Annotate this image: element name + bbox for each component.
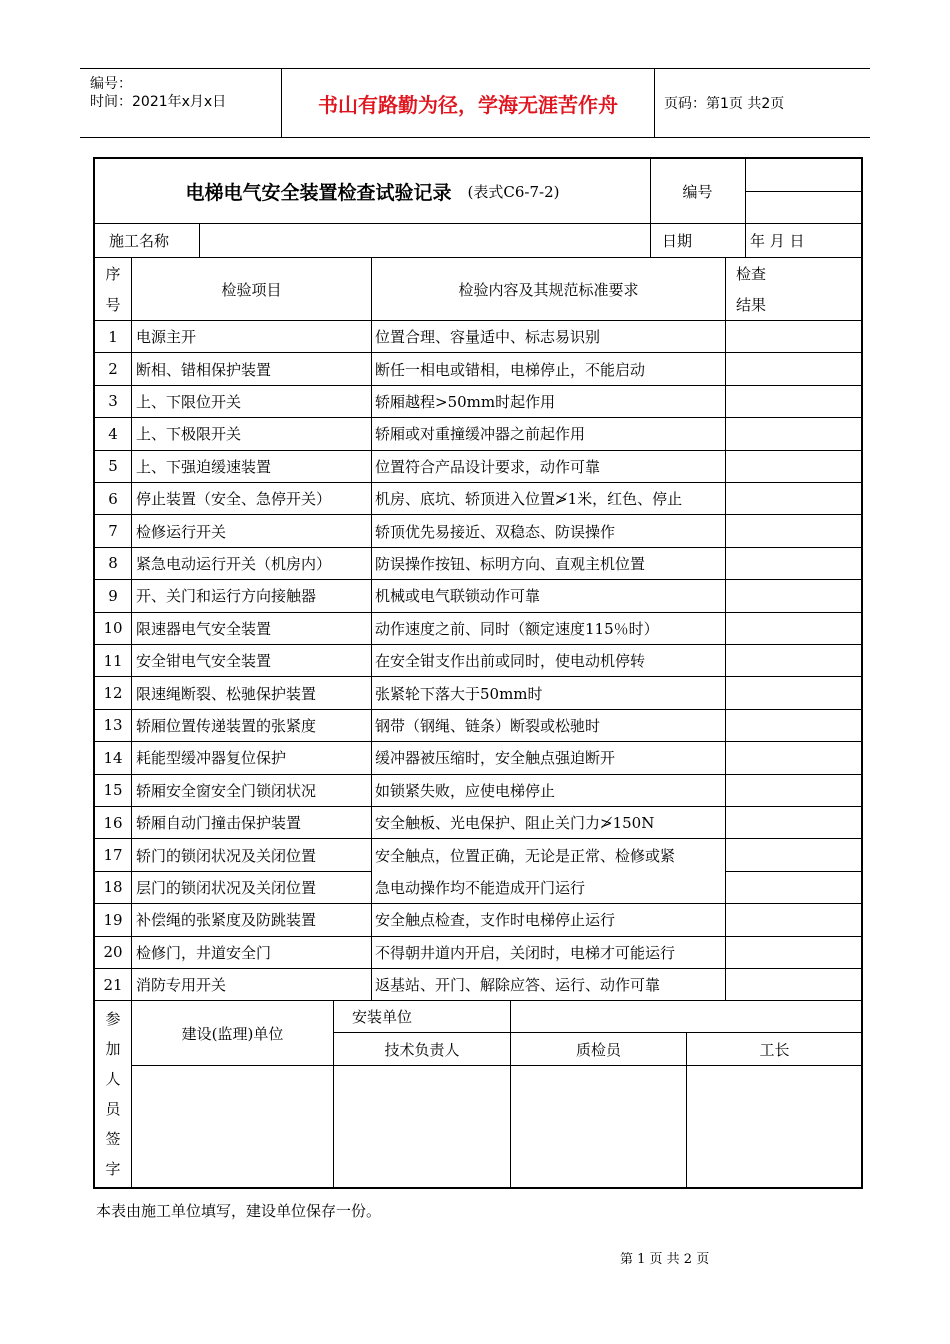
row-content: 返基站、开门、解除应答、运行、动作可靠 (375, 976, 661, 995)
row-result-field[interactable] (726, 548, 862, 579)
row-result-field[interactable] (726, 839, 862, 870)
row-number: 18 (103, 878, 123, 897)
date-label: 日期 (662, 232, 693, 250)
project-name-field[interactable] (200, 224, 650, 257)
row-content: 位置符合产品设计要求，动作可靠 (375, 457, 601, 476)
col-seq-char: 序 (105, 265, 121, 283)
row-result-field[interactable] (726, 321, 862, 352)
col-content-header: 检验内容及其规范标准要求 (458, 280, 639, 299)
row-content: 钢带（钢绳、链条）断裂或松驰时 (375, 716, 601, 735)
row-item: 层门的锁闭状况及关闭位置 (136, 878, 317, 897)
row-result-field[interactable] (726, 645, 862, 676)
row-result-field[interactable] (726, 807, 862, 838)
sign-label-char: 参 (105, 1010, 121, 1029)
row-number: 5 (108, 457, 118, 476)
col-result-header (726, 258, 872, 320)
row-number: 11 (103, 651, 123, 670)
row-number: 20 (103, 943, 123, 962)
row-item: 上、下强迫缓速装置 (136, 457, 272, 476)
row-result-field[interactable] (726, 613, 862, 644)
row-content: 位置合理、容量适中、标志易识别 (375, 328, 601, 347)
header-page-info: 页码：第1页 共2页 (664, 96, 785, 112)
row-number: 3 (108, 392, 118, 411)
row-number: 19 (103, 910, 123, 929)
row-item: 断相、错相保护装置 (136, 360, 272, 379)
project-name-label: 施工名称 (109, 232, 170, 250)
row-result-field[interactable] (726, 418, 862, 449)
row-content: 机房、底坑、轿顶进入位置≯1米，红色、停止 (375, 490, 683, 509)
row-result-field[interactable] (726, 386, 862, 417)
header-motto: 书山有路勤为径，学海无涯苦作舟 (282, 69, 655, 137)
row-content: 缓冲器被压缩时，安全触点强迫断开 (375, 749, 616, 768)
row-number: 14 (103, 748, 123, 767)
row-item: 限速绳断裂、松驰保护装置 (136, 684, 317, 703)
qc-label: 质检员 (575, 1040, 621, 1059)
row-number: 9 (108, 586, 118, 605)
row-item: 紧急电动运行开关（机房内） (136, 554, 332, 573)
row-item: 检修运行开关 (136, 522, 227, 541)
row-number: 4 (108, 424, 118, 443)
row-content: 不得朝井道内开启，关闭时，电梯才可能运行 (375, 943, 676, 962)
col-seq-header (95, 258, 131, 320)
row-content: 动作速度之前、同时（额定速度115％时） (375, 619, 659, 638)
col-result-line1: 检查 (736, 265, 767, 283)
row-result-field[interactable] (726, 483, 862, 514)
qc-signature-field[interactable] (511, 1066, 686, 1187)
form-title: 电梯电气安全装置检查试验记录 (185, 181, 452, 204)
form-title-block (95, 159, 650, 223)
header-meta (80, 69, 282, 137)
col-result-line2: 结果 (736, 296, 767, 314)
header-number-label: 编号： (90, 76, 132, 92)
owner-unit-label: 建设(监理)单位 (181, 1024, 284, 1043)
row-result-field[interactable] (726, 710, 862, 741)
row-item: 电源主开 (136, 328, 197, 347)
row-content: 轿厢或对重撞缓冲器之前起作用 (375, 425, 586, 444)
row-content: 如锁紧失败，应使电梯停止 (375, 781, 556, 800)
row-number: 2 (108, 360, 118, 379)
row-result-field[interactable] (726, 515, 862, 546)
row-number: 13 (103, 716, 123, 735)
row-number: 7 (108, 522, 118, 541)
page-footer: 第 1 页 共 2 页 (620, 1252, 710, 1267)
row-item: 轿门的锁闭状况及关闭位置 (136, 846, 317, 865)
row-item: 停止装置（安全、急停开关） (136, 490, 332, 509)
participants-sign-label (95, 1004, 131, 1183)
row-result-field[interactable] (726, 580, 862, 611)
row-number: 15 (103, 781, 123, 800)
row-result-field[interactable] (726, 872, 862, 903)
inspection-record-form (93, 157, 863, 1189)
row-item: 上、下限位开关 (136, 392, 242, 411)
row-item: 上、下极限开关 (136, 425, 242, 444)
foreman-label: 工长 (759, 1040, 790, 1059)
row-content: 安全触点检查，支作时电梯停止运行 (375, 911, 616, 930)
row-item: 开、关门和运行方向接触器 (136, 587, 317, 606)
sign-label-char: 加 (105, 1040, 121, 1059)
foreman-signature-field[interactable] (687, 1066, 862, 1187)
row-result-field[interactable] (726, 451, 862, 482)
row-item: 轿厢自动门撞击保护装置 (136, 814, 302, 833)
row-item: 轿厢安全窗安全门锁闭状况 (136, 781, 317, 800)
row-number: 21 (103, 975, 123, 994)
form-code: (表式C6-7-2) (467, 182, 560, 201)
row-result-field[interactable] (726, 353, 862, 384)
col-item-header: 检验项目 (221, 280, 282, 299)
row-result-field[interactable] (726, 969, 862, 1000)
row-content: 急电动操作均不能造成开门运行 (375, 878, 586, 897)
row-item: 消防专用开关 (136, 976, 227, 995)
sign-label-char: 字 (105, 1159, 121, 1178)
row-content: 张紧轮下落大于50mm时 (375, 684, 543, 703)
date-value[interactable]: 年 月 日 (750, 232, 805, 250)
number-label: 编号 (682, 182, 713, 201)
row-number: 17 (103, 846, 123, 865)
row-content: 轿顶优先易接近、双稳态、防误操作 (375, 522, 616, 541)
owner-signature-field[interactable] (132, 1066, 333, 1187)
row-result-field[interactable] (726, 937, 862, 968)
row-number: 6 (108, 489, 118, 508)
row-result-field[interactable] (726, 775, 862, 806)
row-number: 12 (103, 684, 123, 703)
header-time-label: 时间：2021年x月x日 (90, 94, 227, 110)
row-item: 限速器电气安全装置 (136, 619, 272, 638)
row-number: 1 (108, 327, 118, 346)
row-item: 安全钳电气安全装置 (136, 652, 272, 671)
row-result-field[interactable] (726, 677, 862, 708)
sign-label-char: 人 (105, 1070, 121, 1089)
number-field-2[interactable] (746, 192, 862, 223)
form-note: 本表由施工单位填写，建设单位保存一份。 (96, 1202, 382, 1220)
install-unit-label: 安装单位 (352, 1008, 413, 1026)
col-seq-char: 号 (105, 296, 121, 314)
row-content: 轿厢越程>50mm时起作用 (375, 392, 556, 411)
row-content: 安全触点，位置正确，无论是正常、检修或紧 (375, 846, 676, 865)
sign-label-char: 签 (105, 1129, 121, 1148)
row-content: 安全触板、光电保护、阻止关门力≯150N (375, 814, 655, 833)
row-item: 轿厢位置传递装置的张紧度 (136, 716, 317, 735)
row-content: 断任一相电或错相，电梯停止，不能启动 (375, 360, 646, 379)
sign-label-char: 员 (105, 1099, 121, 1118)
row-result-field[interactable] (726, 904, 862, 935)
install-unit-field[interactable] (511, 1001, 862, 1032)
row-number: 16 (103, 813, 123, 832)
row-number: 8 (108, 554, 118, 573)
row-item: 补偿绳的张紧度及防跳装置 (136, 911, 317, 930)
row-result-field[interactable] (726, 742, 862, 773)
row-number: 10 (103, 619, 123, 638)
tech-lead-signature-field[interactable] (334, 1066, 510, 1187)
row-content: 防误操作按钮、标明方向、直观主机位置 (375, 554, 646, 573)
row-item: 检修门，井道安全门 (136, 943, 272, 962)
row-content: 在安全钳支作出前或同时，使电动机停转 (375, 652, 646, 671)
row-item: 耗能型缓冲器复位保护 (136, 749, 287, 768)
row-content: 机械或电气联锁动作可靠 (375, 587, 541, 606)
document-header (80, 68, 870, 138)
number-field-1[interactable] (746, 159, 862, 191)
tech-lead-label: 技术负责人 (384, 1040, 460, 1059)
